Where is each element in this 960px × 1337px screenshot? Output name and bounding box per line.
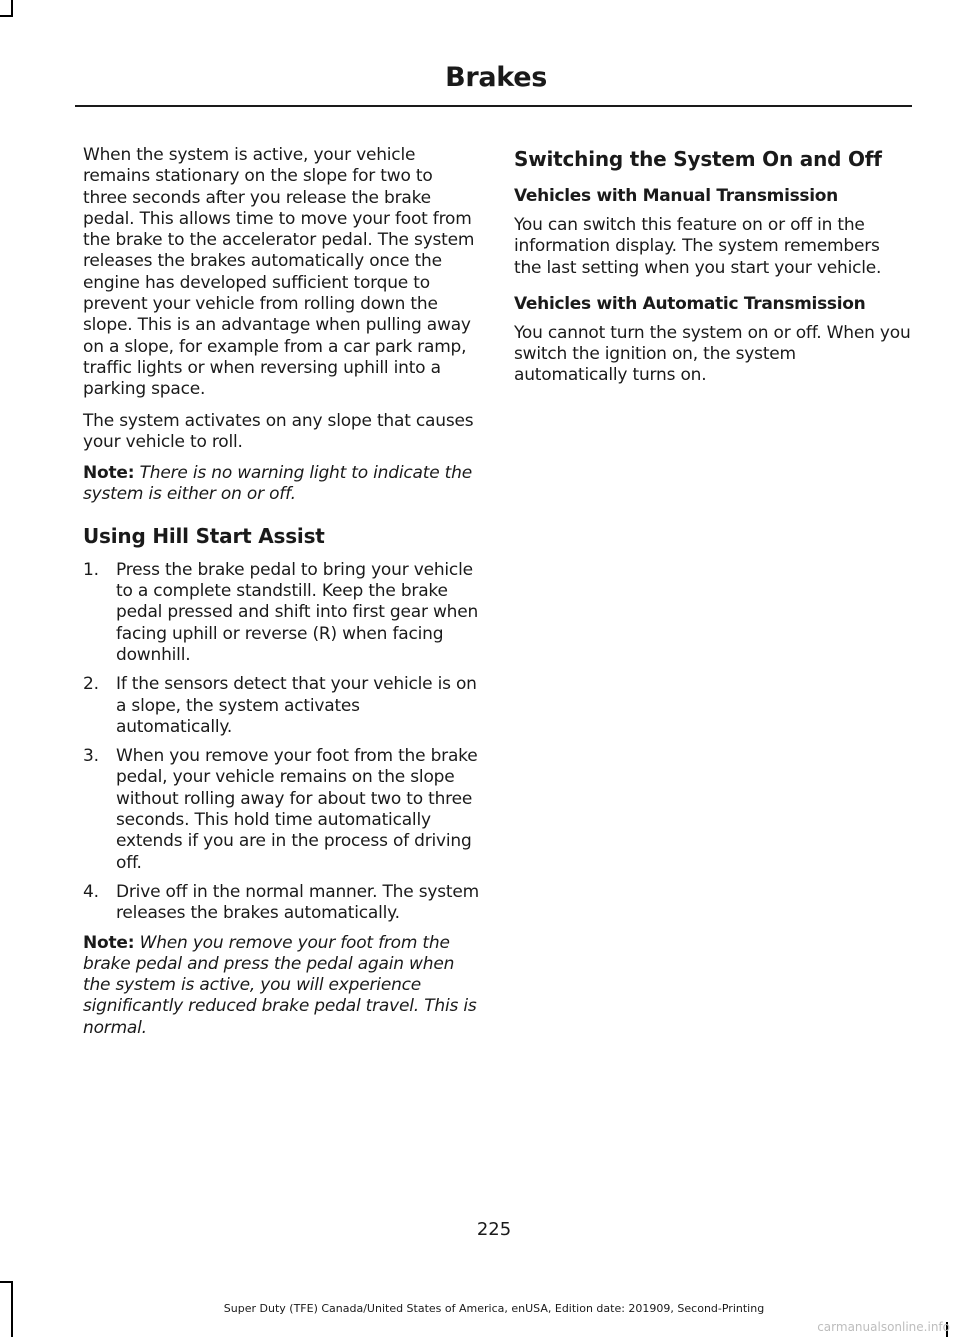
note-pedal-travel [83,933,481,1039]
right-column [514,145,912,397]
page-number: 225 [476,1219,512,1240]
step-text: Drive off in the normal manner. The system releases the brakes automatically. [116,881,479,924]
step-number: 3. [83,746,99,767]
note-warning-light [83,463,481,506]
subheading-automatic-transmission: Vehicles with Automatic Transmission [514,293,866,314]
crop-mark-top-left-v [11,0,13,16]
note-text: When you remove your foot from the brake pedal and press the pedal again when the system is active, you will experience significantly reduced brake pedal travel. This is normal. [83,932,477,1038]
note-label: Note: [83,932,135,953]
activation-paragraph: The system activates on any slope that causes your vehicle to roll. [83,410,474,452]
step-text: When you remove your foot from the brake pedal, your vehicle remains on the slope without rolling away for about two to three seconds. This hold time automatically extends if you are in the process of driving off. [116,746,478,873]
crop-mark-bottom-left-h [0,1281,13,1283]
step-number: 1. [83,559,99,580]
note-text: There is no warning light to indicate the system is either on or off. [83,463,472,505]
step-number: 2. [83,674,99,695]
list-item [83,560,481,666]
steps-list [83,560,481,925]
intro-paragraph: When the system is active, your vehicle remains stationary on the slope for two to three seconds after you release the brake pedal. This allows time to move your foot from the brake to the accelerator pedal. The system releases the brakes automatically once the engine has developed sufficient torque to prevent your vehicle from rolling down the slope. This is an advantage when pulling away on a slope, for example from a car park ramp, traffic lights or when reversing uphill into a parking space. [83,145,475,400]
list-item [83,882,481,925]
subheading-manual-transmission: Vehicles with Manual Transmission [514,186,838,206]
manual-transmission-paragraph: You can switch this feature on or off in the information display. The system remembers the last setting when you start your vehicle. [514,215,882,278]
step-number: 4. [83,881,99,902]
note-label: Note: [83,463,135,484]
list-item [83,746,481,874]
section-heading-switching: Switching the System On and Off [514,147,882,171]
automatic-transmission-paragraph: You cannot turn the system on or off. When you switch the ignition on, the system automatically turns on. [514,322,911,386]
header-divider [75,105,912,107]
page-title: Brakes [445,62,547,93]
footer-edition-info: Super Duty (TFE) Canada/United States of America, enUSA, Edition date: 201909, Second-Printing [223,1302,765,1315]
step-text: Press the brake pedal to bring your vehicle to a complete standstill. Keep the brake pedal pressed and shift into first gear when facing uphill or reverse (R) when facing downhill. [116,559,479,665]
left-column [83,145,481,1049]
list-item [83,674,481,738]
watermark: carmanualsonline.info [817,1320,950,1334]
step-text: If the sensors detect that your vehicle is on a slope, the system activates automatically. [116,674,477,737]
crop-mark-top-left-h [0,15,13,17]
section-heading-using-hill-start-assist: Using Hill Start Assist [83,523,325,548]
